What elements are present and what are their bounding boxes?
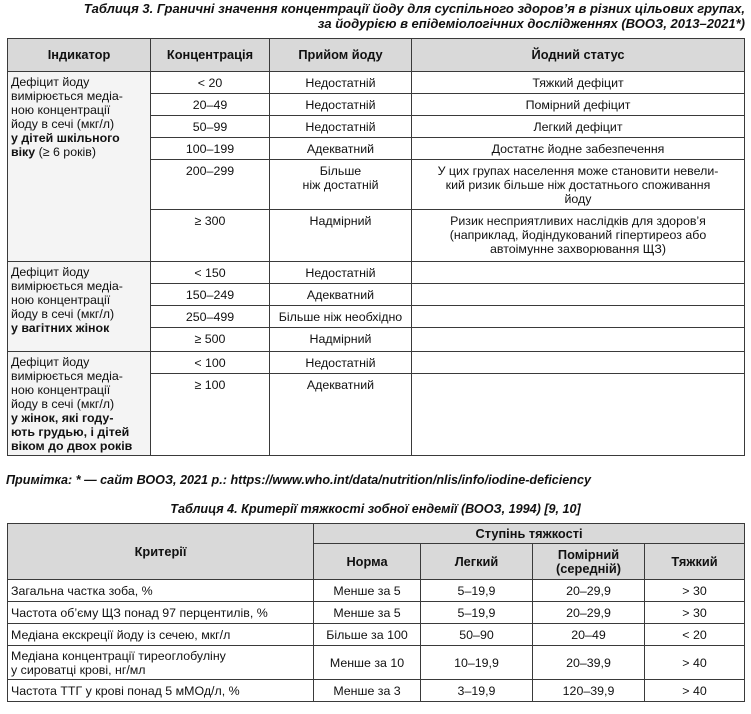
intake-cell: Недостатній <box>270 116 412 138</box>
header-severe: Тяжкий <box>645 544 745 580</box>
header-norm: Норма <box>314 544 421 580</box>
status-cell <box>412 352 745 374</box>
mild-cell: 50–90 <box>421 624 533 646</box>
concentration-cell: 250–499 <box>151 306 270 328</box>
intake-cell: Недостатній <box>270 262 412 284</box>
intake-cell: Більше ніж необхідно <box>270 306 412 328</box>
table3-caption-line1: Таблиця 3. Граничні значення концентрації йоду для суспільного здоров’я в різних цільових групах, <box>83 1 745 16</box>
criterion-cell: Медіана концентрації тиреоглобуліну у сироватці крові, нг/мл <box>8 646 314 680</box>
table-row <box>8 602 745 624</box>
goiter-severity-table <box>7 523 745 702</box>
intake-cell: Більше ніж достатній <box>270 160 412 210</box>
concentration-cell: 200–299 <box>151 160 270 210</box>
table3-header-row <box>8 39 745 72</box>
norm-cell: Менше за 5 <box>314 602 421 624</box>
concentration-cell: ≥ 300 <box>151 210 270 262</box>
norm-cell: Менше за 10 <box>314 646 421 680</box>
criterion-cell: Частота об’єму ЩЗ понад 97 перцентилів, % <box>8 602 314 624</box>
criterion-cell: Загальна частка зоба, % <box>8 580 314 602</box>
iodine-thresholds-table <box>7 38 745 456</box>
intake-cell: Адекватний <box>270 374 412 456</box>
header-criteria: Критерії <box>8 524 314 580</box>
mild-cell: 3–19,9 <box>421 680 533 702</box>
indicator-cell-pregnant: Дефіцит йоду вимірюється медіа- ною концентрації йоду в сечі (мкг/л) у вагітних жінок <box>8 262 151 352</box>
table-row <box>8 580 745 602</box>
status-cell <box>412 328 745 352</box>
mild-cell: 5–19,9 <box>421 602 533 624</box>
concentration-cell: < 150 <box>151 262 270 284</box>
header-status: Йодний статус <box>412 39 745 72</box>
status-cell: Тяжкий дефіцит <box>412 72 745 94</box>
header-indicator: Індикатор <box>8 39 151 72</box>
header-concentration: Концентрація <box>151 39 270 72</box>
severe-cell: > 40 <box>645 646 745 680</box>
header-intake: Прийом йоду <box>270 39 412 72</box>
concentration-cell: < 100 <box>151 352 270 374</box>
indicator-cell-children: Дефіцит йоду вимірюється медіа- ною концентрації йоду в сечі (мкг/л) у дітей шкільного віку (≥ 6 років) <box>8 72 151 262</box>
intake-cell: Адекватний <box>270 138 412 160</box>
table-row <box>8 680 745 702</box>
concentration-cell: 20–49 <box>151 94 270 116</box>
concentration-cell: 100–199 <box>151 138 270 160</box>
norm-cell: Менше за 5 <box>314 580 421 602</box>
status-cell <box>412 262 745 284</box>
table3-caption-line2: за йодурією в епідеміологічних дослідженнях (ВООЗ, 2013–2021*) <box>317 16 745 31</box>
header-mild: Легкий <box>421 544 533 580</box>
indicator-cell-breastfeeding: Дефіцит йоду вимірюється медіа- ною концентрації йоду в сечі (мкг/л) у жінок, які году- ють грудью, і дітей віком до двох років <box>8 352 151 456</box>
table3-caption <box>0 1 751 31</box>
status-cell: Помірний дефіцит <box>412 94 745 116</box>
norm-cell: Більше за 100 <box>314 624 421 646</box>
concentration-cell: < 20 <box>151 72 270 94</box>
concentration-cell: ≥ 500 <box>151 328 270 352</box>
intake-cell: Недостатній <box>270 72 412 94</box>
status-cell: У цих групах населення може становити невели- кий ризик більше ніж достатнього споживання йоду <box>412 160 745 210</box>
moderate-cell: 20–29,9 <box>533 580 645 602</box>
intake-cell: Недостатній <box>270 352 412 374</box>
mild-cell: 5–19,9 <box>421 580 533 602</box>
table-row <box>8 646 745 680</box>
intake-cell: Недостатній <box>270 94 412 116</box>
concentration-cell: ≥ 100 <box>151 374 270 456</box>
moderate-cell: 20–39,9 <box>533 646 645 680</box>
norm-cell: Менше за 3 <box>314 680 421 702</box>
table4-header-row <box>8 524 745 544</box>
status-cell: Ризик несприятливих наслідків для здоров’я (наприклад, йодіндукований гіпертиреоз або автоімунне захворювання ЩЗ) <box>412 210 745 262</box>
severe-cell: > 30 <box>645 602 745 624</box>
severe-cell: > 30 <box>645 580 745 602</box>
table-row <box>8 352 745 374</box>
severe-cell: < 20 <box>645 624 745 646</box>
status-cell: Легкий дефіцит <box>412 116 745 138</box>
concentration-cell: 50–99 <box>151 116 270 138</box>
intake-cell: Надмірний <box>270 210 412 262</box>
intake-cell: Адекватний <box>270 284 412 306</box>
status-cell <box>412 306 745 328</box>
status-cell <box>412 374 745 456</box>
criterion-cell: Частота ТТГ у крові понад 5 мМОд/л, % <box>8 680 314 702</box>
header-severity: Ступінь тяжкості <box>314 524 745 544</box>
criterion-cell: Медіана екскреції йоду із сечею, мкг/л <box>8 624 314 646</box>
concentration-cell: 150–249 <box>151 284 270 306</box>
moderate-cell: 120–39,9 <box>533 680 645 702</box>
table-row <box>8 262 745 284</box>
status-cell: Достатнє йодне забезпечення <box>412 138 745 160</box>
mild-cell: 10–19,9 <box>421 646 533 680</box>
moderate-cell: 20–49 <box>533 624 645 646</box>
header-moderate: Помірний (середній) <box>533 544 645 580</box>
table3-note: Примітка: * — сайт ВООЗ, 2021 р.: https://www.who.int/data/nutrition/nlis/info/iodine-deficiency <box>6 473 591 487</box>
moderate-cell: 20–29,9 <box>533 602 645 624</box>
status-cell <box>412 284 745 306</box>
table-row <box>8 72 745 94</box>
table4-caption: Таблиця 4. Критерії тяжкості зобної ендемії (ВООЗ, 1994) [9, 10] <box>170 502 581 516</box>
table-row <box>8 624 745 646</box>
severe-cell: > 40 <box>645 680 745 702</box>
intake-cell: Надмірний <box>270 328 412 352</box>
